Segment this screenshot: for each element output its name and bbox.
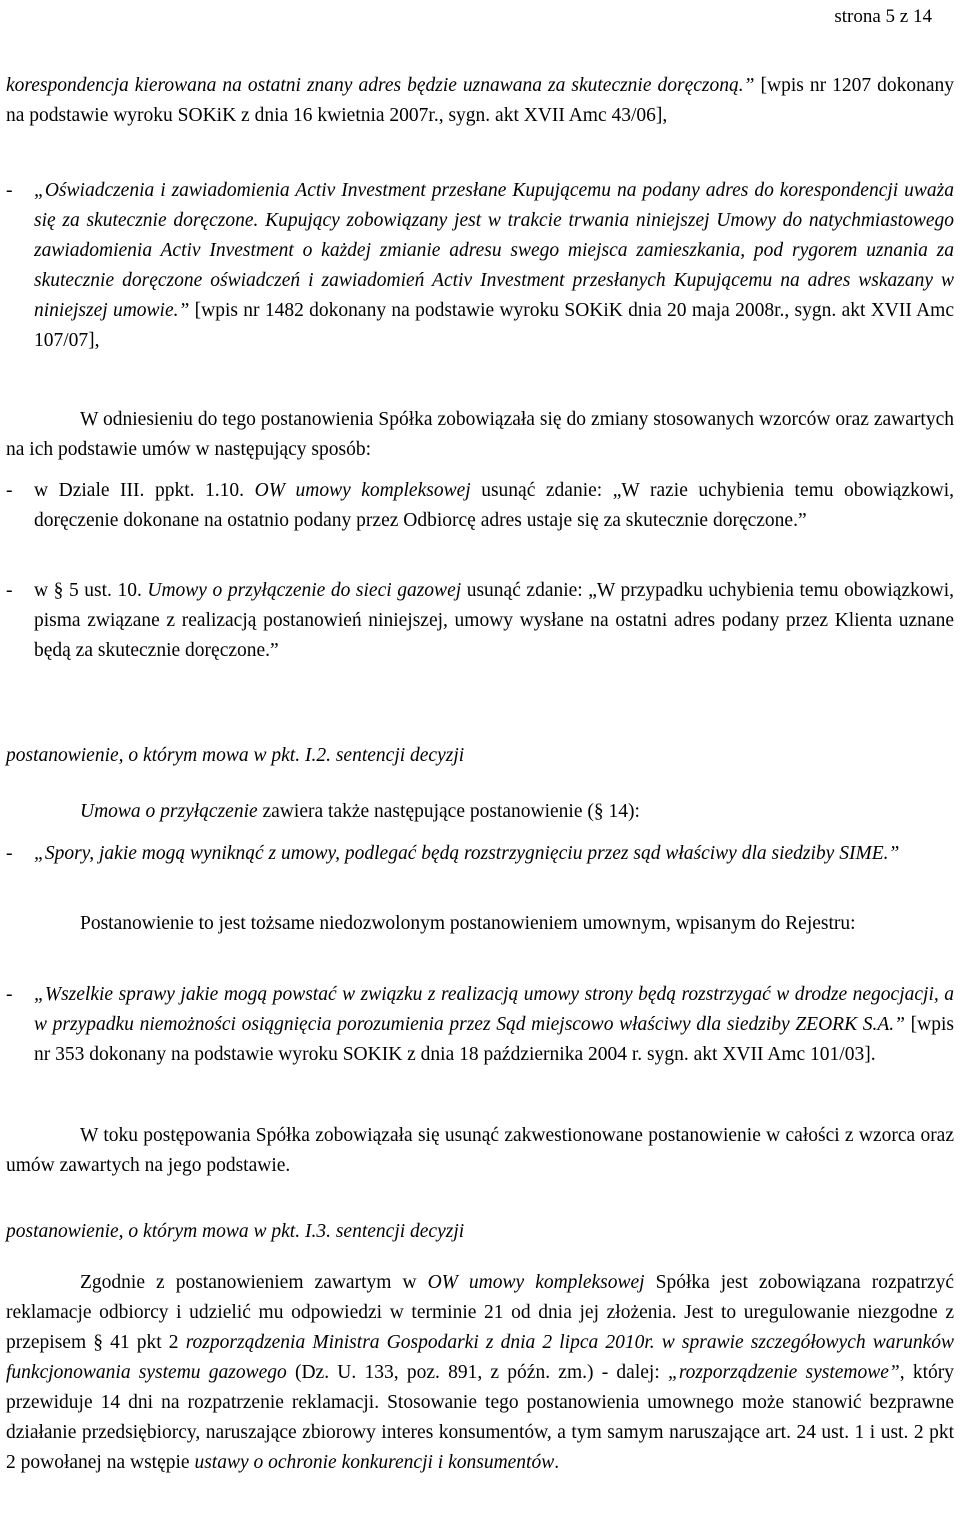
list-dash: - (6, 180, 13, 201)
paragraph-umowa-o-przylaczenie: Umowa o przyłączenie zawiera także następujące postanowienie (§ 14): (80, 801, 640, 822)
document-title: Umowa o przyłączenie (80, 801, 258, 822)
act-title: ustawy o ochronie konkurencji i konsumentów (194, 1452, 555, 1473)
list-dash: - (6, 580, 13, 601)
quote-text: „Spory, jakie mogą wyniknąć z umowy, podlegać będą rozstrzygnięciu przez sąd właściwy dla siedziby SIME.” (34, 843, 900, 864)
section-heading-i3: postanowienie, o którym mowa w pkt. I.3. sentencji decyzji (6, 1221, 465, 1242)
document-title: OW umowy kompleksowej (254, 480, 471, 501)
regulation-short-name: „rozporządzenie systemowe” (667, 1362, 900, 1383)
list-item-register-entry-353 (6, 980, 954, 1070)
document-title: Umowy o przyłączenie do sieci gazowej (147, 580, 462, 601)
paragraph-commitment: W odniesieniu do tego postanowienia Spółka zobowiązała się do zmiany stosowanych wzorców oraz zawartych na ich podstawie umów w następujący sposób: (6, 409, 954, 460)
list-dash: - (6, 480, 13, 501)
quote-text: korespondencja kierowana na ostatni znany adres będzie uznawana za skutecznie doręczoną.” (6, 75, 755, 96)
quote-text: „Oświadczenia i zawiadomienia Activ Investment przesłane Kupującemu na podany adres do korespondencji uważa się za skutecznie doręczone. Kupujący zobowiązany jest w trakcie trwania niniejszej Umowy do natychmiastowego zawiadomienia Activ Investment o każdej zmianie adresu swego miejsca zamieszkania, pod rygorem uznania za skutecznie doręczone oświadczeń i zawiadomień Activ Investment przesłanych Kupującemu na adres wskazany w niniejszej umowie.” (34, 180, 954, 321)
paragraph-register-entry-1207 (6, 71, 954, 131)
register-reference: [wpis nr 1482 dokonany na podstawie wyroku SOKiK dnia 20 maja 2008r., sygn. akt XVII Amc 107/07], (34, 300, 954, 351)
paragraph-reklamacje: Zgodnie z postanowieniem zawartym w OW umowy kompleksowej Spółka jest zobowiązana rozpatrzyć reklamacje odbiorcy i udzielić mu odpowiedzi w terminie 21 od dnia jej złożenia. Jest to uregulowanie niezgodne z przepisem § 41 pkt 2 rozporządzenia Ministra Gospodarki z dnia 2 lipca 2010r. w sprawie szczegółowych warunków funkcjonowania systemu gazowego (Dz. U. 133, poz. 891, z późn. zm.) - dalej: „rozporządzenie systemowe”, który przewiduje 14 dni na rozpatrzenie reklamacji. Stosowanie tego postanowienia umownego może stanowić bezprawne działanie przedsiębiorcy, naruszające zbiorowy interes konsumentów, a tym samym naruszające art. 24 ust. 1 i ust. 2 pkt 2 powołanej na wstępie ustawy o ochronie konkurencji i konsumentów. (6, 1272, 954, 1473)
list-dash: - (6, 843, 13, 864)
document-title: OW umowy kompleksowej (427, 1272, 645, 1293)
regulation-title: rozporządzenia Ministra Gospodarki z dnia 2 lipca 2010r. w sprawie szczegółowych warunków funkcjonowania systemu gazowego (6, 1332, 954, 1383)
list-item-register-entry-1482 (6, 176, 954, 356)
list-item-paragraph-5: - w § 5 ust. 10. Umowy o przyłączenie do sieci gazowej usunąć zdanie: „W przypadku uchybienia temu obowiązkowi, pisma związane z realizacją postanowień niniejszej, umowy wysłane na ostatni adres podany przez Klienta uznane będą za skutecznie doręczone.” (6, 576, 954, 666)
list-item-dzial-iii: - w Dziale III. ppkt. 1.10. OW umowy kompleksowej usunąć zdanie: „W razie uchybienia temu obowiązkowi, doręczenie dokonane na ostatnio podany przez Odbiorcę adres ustaje się za skutecznie doręczone.” (6, 476, 954, 536)
list-dash: - (6, 984, 13, 1005)
section-heading-i2: postanowienie, o którym mowa w pkt. I.2. sentencji decyzji (6, 745, 465, 766)
register-reference: [wpis nr 353 dokonany na podstawie wyroku SOKIK z dnia 18 października 2004 r. sygn. akt XVII Amc 101/03]. (34, 1014, 954, 1065)
page-number: strona 5 z 14 (834, 6, 932, 27)
quote-text: „Wszelkie sprawy jakie mogą powstać w związku z realizacją umowy strony będą rozstrzygać w drodze negocjacji, a w przypadku niemożności osiągnięcia porozumienia przez Sąd miejscowo właściwy dla siedziby ZEORK S.A.” (34, 984, 954, 1035)
paragraph-w-toku: W toku postępowania Spółka zobowiązała się usunąć zakwestionowane postanowienie w całości z wzorca oraz umów zawartych na jego podstawie. (6, 1125, 954, 1176)
list-item-spory (6, 839, 954, 869)
paragraph-tozsame: Postanowienie to jest tożsame niedozwolonym postanowieniem umownym, wpisanym do Rejestru: (80, 913, 856, 934)
register-reference: [wpis nr 1207 dokonany na podstawie wyroku SOKiK z dnia 16 kwietnia 2007r., sygn. akt XVII Amc 43/06], (6, 75, 955, 126)
